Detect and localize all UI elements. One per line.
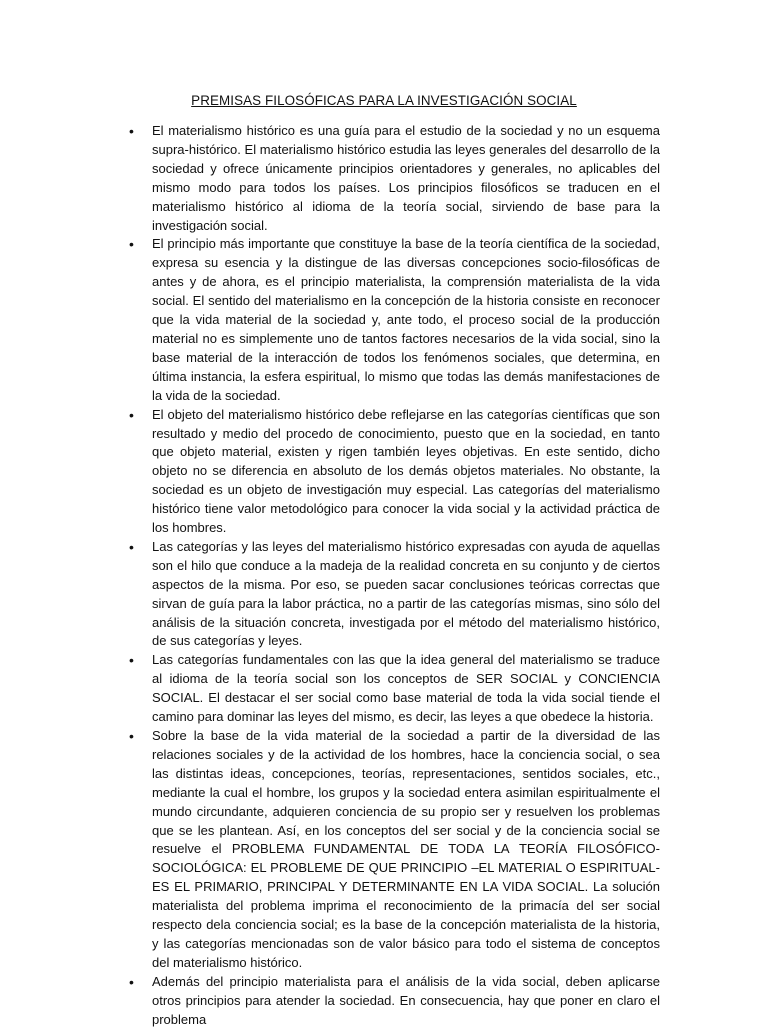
bullet-paragraph-4 bbox=[129, 538, 660, 651]
document-title: PREMISAS FILOSÓFICAS PARA LA INVESTIGACIÓN SOCIAL bbox=[191, 93, 577, 108]
paragraph-text: Las categorías y las leyes del materialismo histórico expresadas con ayuda de aquellas son el hilo que conduce a la madeja de la realidad concreta en su conjunto y de ciertos aspectos de la misma. Por eso, se pueden sacar conclusiones teóricas correctas que sirvan de guía para la labor práctica, no a partir de las categorías mismas, sino sólo del análisis de la situación concreta, investigada por el método del materialismo histórico, de sus categorías y leyes. bbox=[152, 538, 660, 649]
bullet-paragraph-1 bbox=[129, 122, 660, 235]
bullet-icon: • bbox=[129, 728, 134, 744]
bullet-paragraph-3 bbox=[129, 406, 660, 538]
bullet-icon: • bbox=[129, 652, 134, 669]
bullet-icon: • bbox=[129, 123, 134, 139]
paragraph-text: Las categorías fundamentales con las que la idea general del materialismo se traduce al idioma de la teoría social son los conceptos de SER SOCIAL y CONCIENCIA SOCIAL. El destacar el ser social como base material de toda la vida social tiende el camino para dominar las leyes del mismo, es decir, las leyes a que obedece la historia. bbox=[152, 652, 660, 725]
bullet-paragraph-5 bbox=[129, 651, 660, 727]
paragraph-text: El objeto del materialismo histórico debe reflejarse en las categorías científicas que son resultado y medio del procedo de conocimiento, puesto que en la sociedad, en tanto que objeto material, existen y rigen también leyes objetivas. En este sentido, dicho objeto no se diferencia en absoluto de los demás objetos materiales. No obstante, la sociedad es un objeto de investigación muy especial. Las categorías del materialismo histórico tiene valor metodológico para conocer la vida social y la actividad práctica de los hombres. bbox=[152, 406, 660, 536]
bullet-list bbox=[0, 122, 768, 1030]
paragraph-text: Sobre la base de la vida material de la sociedad a partir de la diversidad de las relaciones sociales y de la actividad de los hombres, hace la conciencia social, o sea las distintas ideas, concepciones, teorías, representaciones, sentidos sociales, etc., mediante la cual el hombre, los grupos y la sociedad entera asimilan espiritualmente el mundo circundante, adquieren conciencia de su propio ser y resuelven los problemas que se les plantean. Así, en los conceptos del ser social y de la conciencia social se resuelve el PROBLEMA FUNDAMENTAL DE TODA LA TEORÍA FILOSÓFICO-SOCIOLÓGICA: EL PROBLEME DE QUE PRINCIPIO –EL MATERIAL O ESPIRITUAL- ES EL PRIMARIO, PRINCIPAL Y DETERMINANTE EN LA VIDA SOCIAL. La solución materialista del problema imprima el reconocimiento de la primacía del ser social respecto dela conciencia social; es la base de la concepción materialista de la historia, y las categorías mencionadas son de valor básico para todo el sistema de conceptos del materialismo histórico. bbox=[152, 728, 660, 970]
bullet-icon: • bbox=[129, 236, 134, 253]
bullet-paragraph-2 bbox=[129, 235, 660, 405]
paragraph-text: Además del principio materialista para el análisis de la vida social, deben aplicarse otros principios para atender la sociedad. En consecuencia, hay que poner en claro el problema bbox=[152, 973, 660, 1027]
bullet-paragraph-7 bbox=[129, 973, 660, 1030]
paragraph-text: El materialismo histórico es una guía para el estudio de la sociedad y no un esquema supra-histórico. El materialismo histórico estudia las leyes generales del desarrollo de la sociedad y ofrece únicamente principios orientadores y generales, no aplicables del mismo modo para todos los países. Los principios filosóficos se traducen en el materialismo histórico al idioma de la teoría social, sirviendo de base para la investigación social. bbox=[152, 123, 660, 233]
bullet-icon: • bbox=[129, 973, 134, 990]
bullet-icon: • bbox=[129, 406, 134, 423]
bullet-paragraph-6 bbox=[129, 727, 660, 973]
bullet-icon: • bbox=[129, 538, 134, 555]
paragraph-text: El principio más importante que constituye la base de la teoría científica de la sociedad, expresa su esencia y la distingue de las diversas concepciones socio-filosóficas de antes y de ahora, es el principio materialista, la comprensión materialista de la vida social. El sentido del materialismo en la concepción de la historia consiste en reconocer que la vida material de la sociedad y, ante todo, el proceso social de la producción material no es simplemente uno de tantos factores necesarios de la vida social, sino la base material de la interacción de todos los fenómenos sociales, que determina, en última instancia, la esfera espiritual, lo mismo que todas las demás manifestaciones de la vida de la sociedad. bbox=[152, 236, 660, 403]
